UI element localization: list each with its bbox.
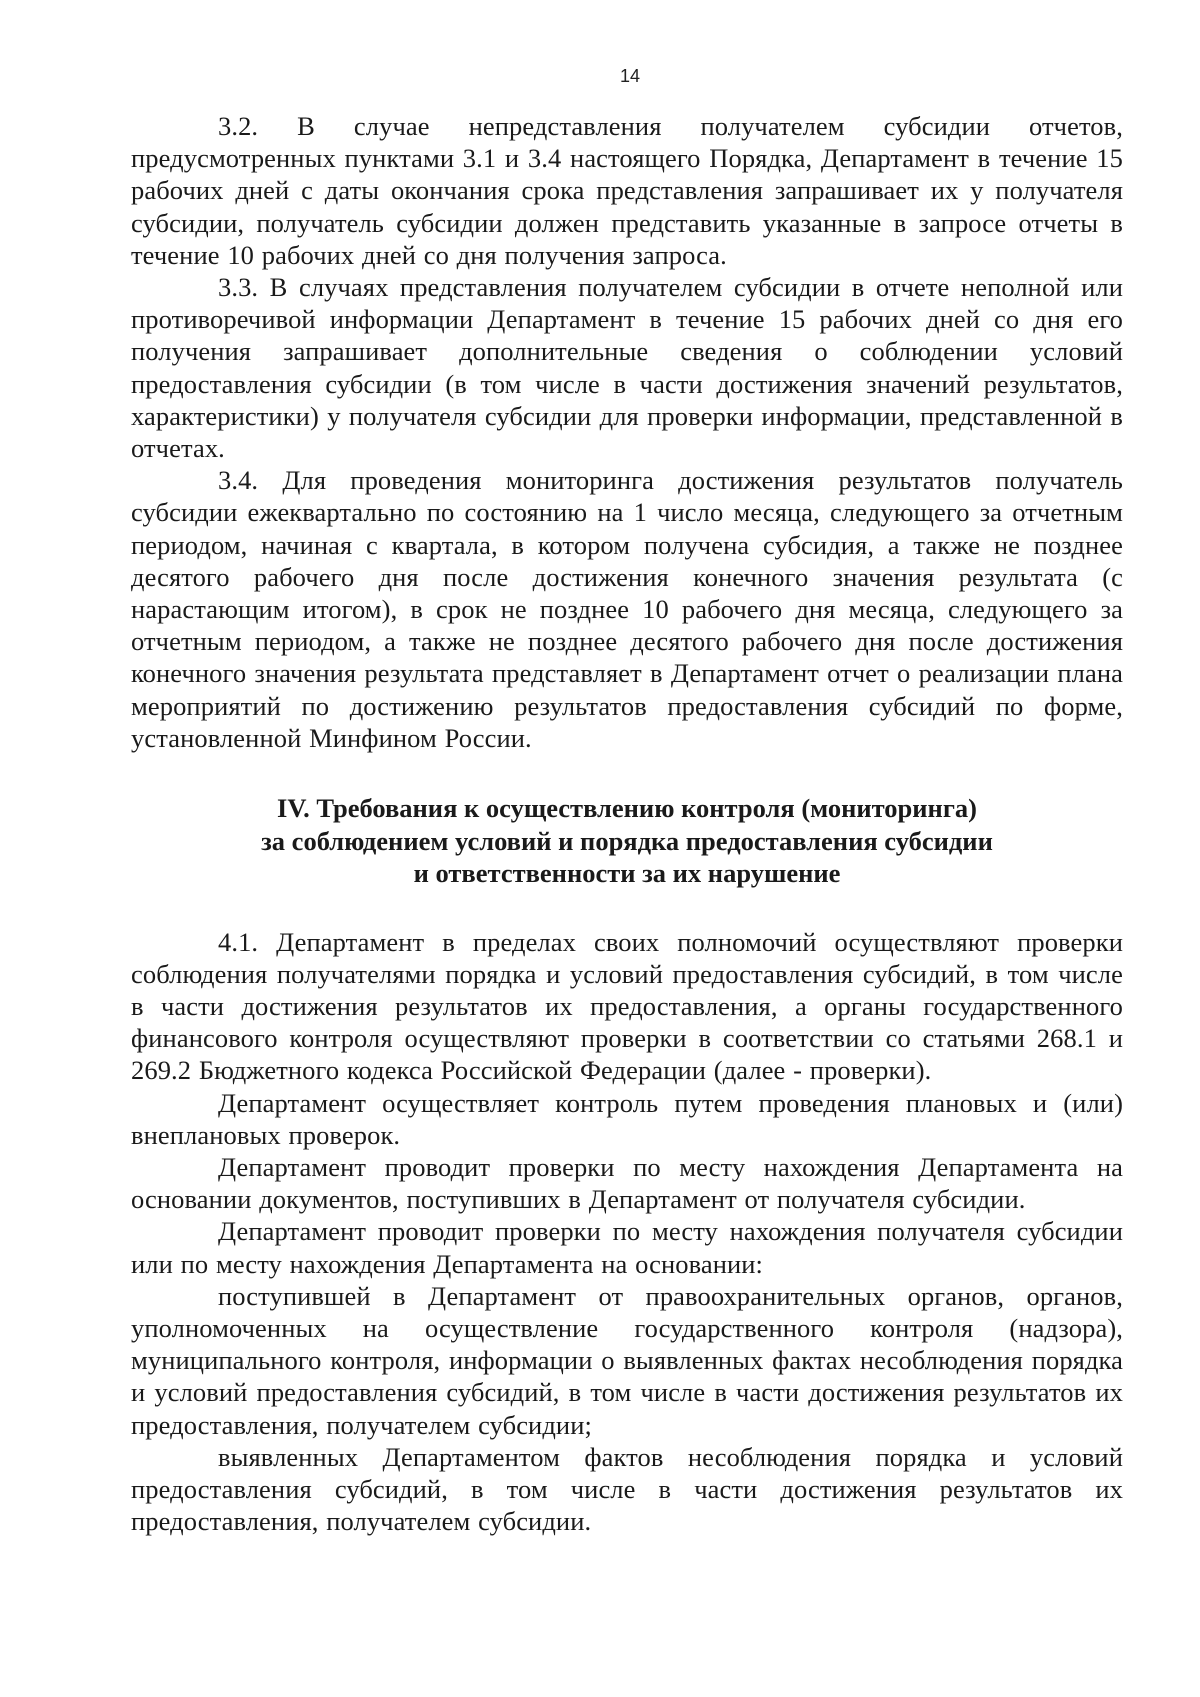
section-iv-heading [131, 792, 1123, 890]
heading-line-3: и ответственности за их нарушение [413, 858, 841, 889]
heading-line-2: за соблюдением условий и порядка предоставления субсидии [261, 825, 993, 856]
paragraph-inspection-at-department: Департамент проводит проверки по месту нахождения Департамента на основании документов, поступивших в Департамент от получателя субсидии. [131, 1151, 1123, 1215]
document-body [131, 110, 1123, 1537]
paragraph-inspection-at-recipient: Департамент проводит проверки по месту нахождения получателя субсидии или по месту нахождения Департамента на основании: [131, 1216, 1123, 1279]
page-number: 14 [619, 66, 641, 86]
paragraph-control-method: Департамент осуществляет контроль путем проведения плановых и (или) внеплановых проверок. [131, 1087, 1123, 1150]
paragraph-basis-department-findings: выявленных Департаментом фактов несоблюдения порядка и условий предоставления субсидий, в том числе в части достижения результатов их предоставления, получателем субсидии. [131, 1441, 1123, 1537]
paragraph-3-2: 3.2. В случае непредставления получателем субсидии отчетов, предусмотренных пунктами 3.1 и 3.4 настоящего Порядка, Департамент в течение 15 рабочих дней с даты окончания срока представления запрашивает их у получателя субсидии, получатель субсидии должен представить указанные в запросе отчеты в течение 10 рабочих дней со дня получения запроса. [131, 111, 1123, 270]
paragraph-3-4: 3.4. Для проведения мониторинга достижения результатов получатель субсидии ежеквартально по состоянию на 1 число месяца, следующего за отчетным периодом, начиная с квартала, в котором получена субсидия, а также не позднее десятого рабочего дня после достижения конечного значения результата (с нарастающим итогом), в срок не позднее 10 рабочего дня месяца, следующего за отчетным периодом, а также не позднее десятого рабочего дня после достижения конечного значения результата представляет в Департамент отчет о реализации плана мероприятий по достижению результатов предоставления субсидий по форме, установленной Минфином России. [131, 465, 1123, 753]
heading-line-1: IV. Требования к осуществлению контроля (мониторинга) [277, 793, 977, 824]
paragraph-3-3: 3.3. В случаях представления получателем субсидии в отчете неполной или противоречивой информации Департамент в течение 15 рабочих дней со дня его получения запрашивает дополнительные сведения о соблюдении условий предоставления субсидии (в том числе в части достижения значений результатов, характеристики) у получателя субсидии для проверки информации, представленной в отчетах. [131, 272, 1123, 464]
paragraph-basis-law-enforcement: поступившей в Департамент от правоохранительных органов, органов, уполномоченных на осуществление государственного контроля (надзора), муниципального контроля, информации о выявленных фактах несоблюдения порядка и условий предоставления субсидий, в том числе в части достижения результатов их предоставления, получателем субсидии; [131, 1280, 1123, 1440]
paragraph-4-1: 4.1. Департамент в пределах своих полномочий осуществляют проверки соблюдения получателями порядка и условий предоставления субсидий, в том числе в части достижения результатов их предоставления, а органы государственного финансового контроля осуществляют проверки в соответствии со статьями 268.1 и 269.2 Бюджетного кодекса Российской Федерации (далее - проверки). [131, 926, 1123, 1086]
